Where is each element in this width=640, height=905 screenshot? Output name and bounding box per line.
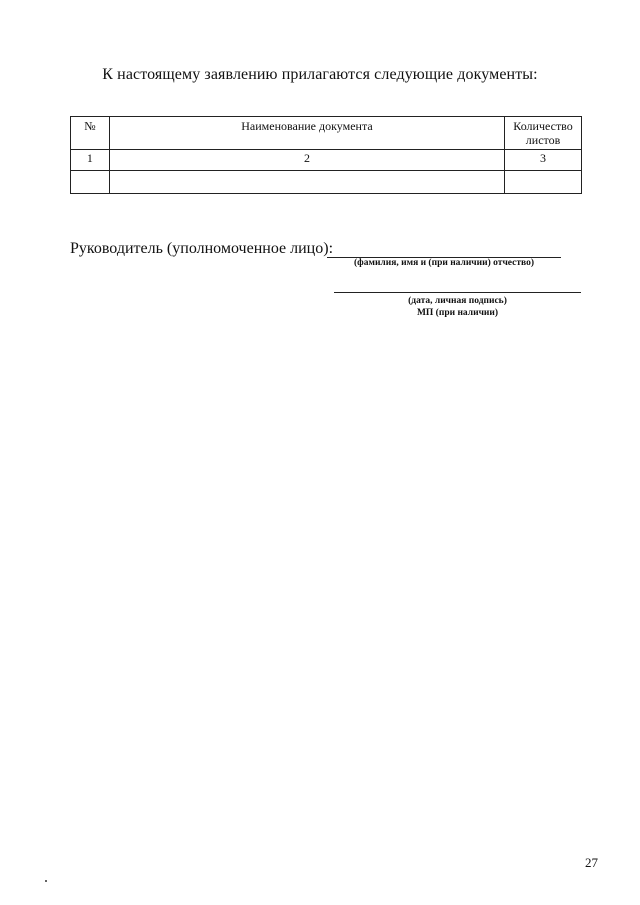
header-document-name: Наименование документа (109, 117, 504, 150)
page-heading: К настоящему заявлению прилагаются следующие документы: (102, 66, 538, 83)
header-sheet-count-line2: листов (525, 133, 561, 147)
table-cell: 2 (109, 150, 504, 171)
date-seal-captions (334, 295, 581, 319)
table-cell (71, 171, 110, 194)
table-row (71, 171, 582, 194)
date-caption: (дата, личная подпись) (408, 296, 507, 306)
table-cell (109, 171, 504, 194)
header-number: № (71, 117, 110, 150)
name-caption: (фамилия, имя и (при наличии) отчество) (354, 258, 534, 268)
signer-label: Руководитель (уполномоченное лицо): (70, 240, 334, 257)
table-cell (505, 171, 582, 194)
attached-documents-table (70, 116, 582, 194)
table-header-row (71, 117, 582, 150)
table-cell: 3 (505, 150, 582, 171)
date-signature-line (334, 292, 581, 293)
table-cell: 1 (71, 150, 110, 171)
page-number: 27 (585, 855, 598, 870)
scan-speck (45, 880, 47, 882)
table-row (71, 150, 582, 171)
seal-caption: МП (при наличии) (416, 308, 499, 318)
header-sheet-count (505, 117, 582, 150)
header-sheet-count-line1: Количество (513, 119, 573, 133)
